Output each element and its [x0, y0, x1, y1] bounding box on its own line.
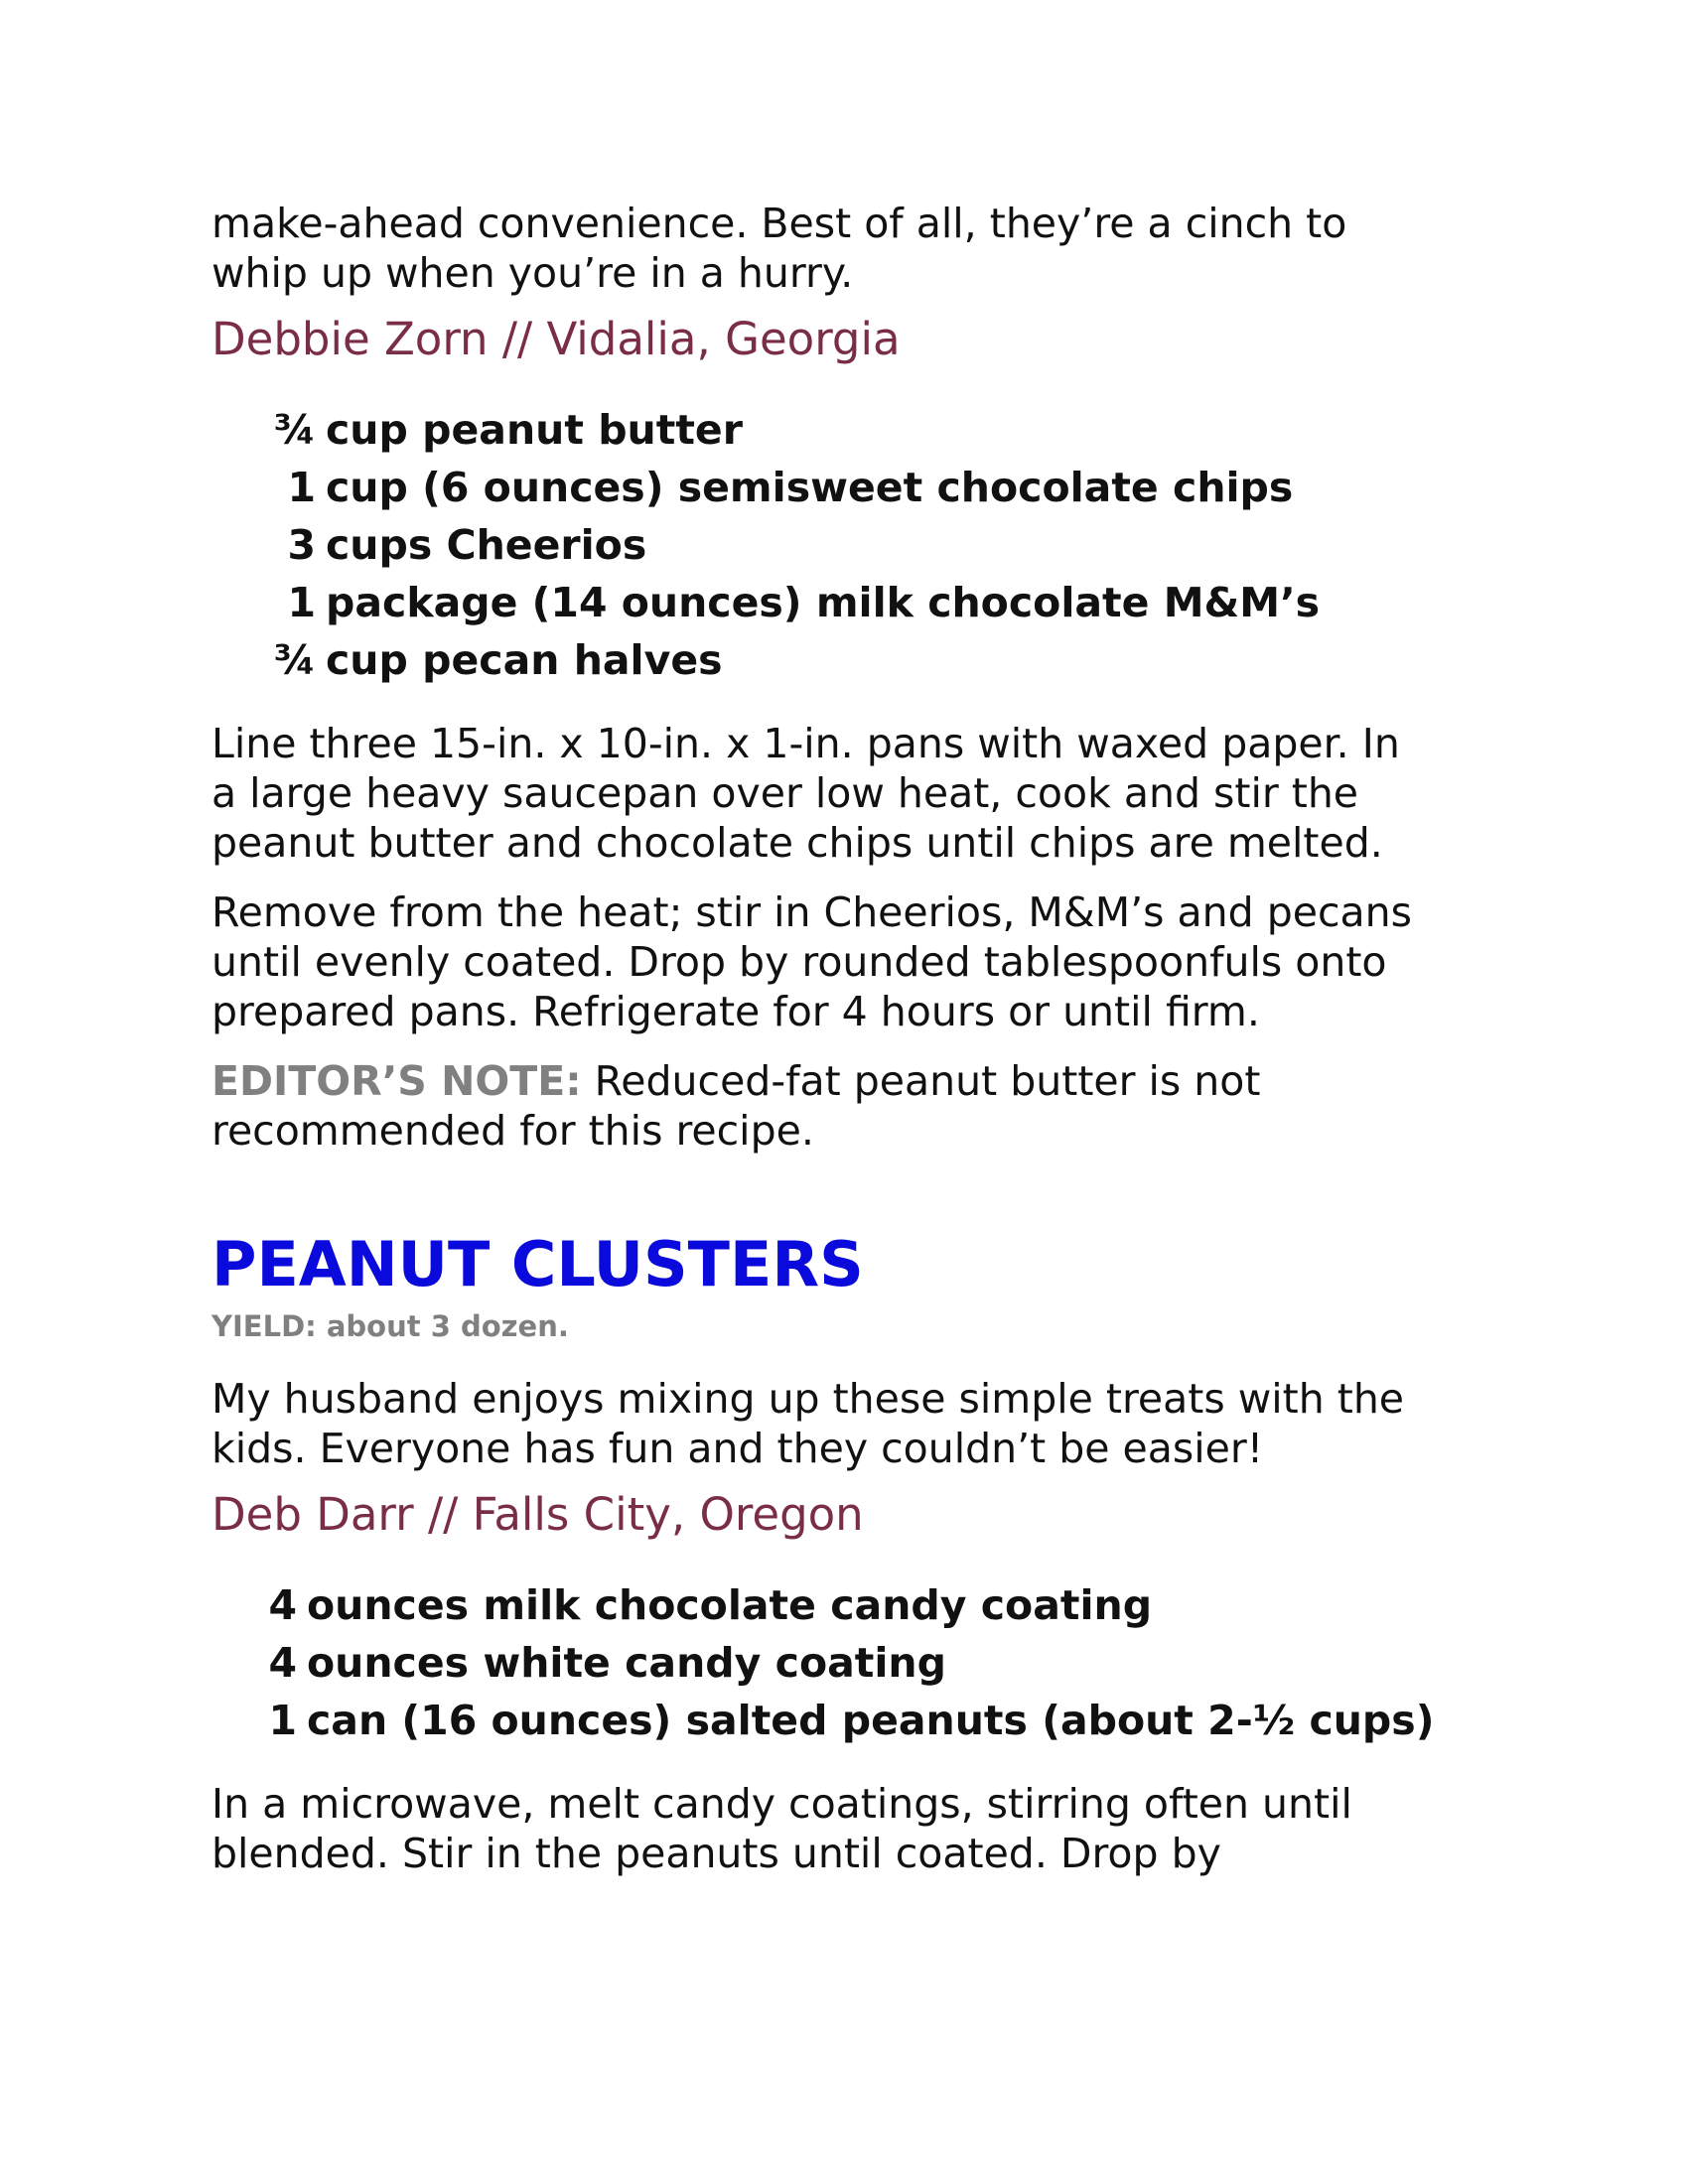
ingredient-item — [211, 574, 1502, 631]
ingredient-text: ounces white candy coating — [307, 1639, 946, 1687]
recipe2-directions — [211, 1779, 1502, 1878]
recipe2-ingredient-list — [211, 1576, 1502, 1749]
direction-line: Line three 15-in. x 10-in. x 1-in. pans with waxed paper. In — [211, 720, 1400, 767]
recipe2-byline: Deb Darr // Falls City, Oregon — [211, 1488, 864, 1541]
direction-line: blended. Stir in the peanuts until coated. Drop by — [211, 1830, 1221, 1877]
ingredient-text: cup pecan halves — [326, 636, 723, 684]
ingredient-text: package (14 ounces) milk chocolate M&M’s — [326, 579, 1321, 626]
ingredient-item — [211, 1692, 1502, 1749]
direction-line: a large heavy saucepan over low heat, cook and stir the — [211, 769, 1359, 817]
ingredient-text: cup (6 ounces) semisweet chocolate chips — [326, 464, 1294, 511]
recipe2-title: PEANUT CLUSTERS — [211, 1228, 864, 1300]
ingredient-qty: ¾ — [273, 636, 316, 684]
ingredient-qty: 1 — [268, 1697, 297, 1744]
recipe1-byline: Debbie Zorn // Vidalia, Georgia — [211, 313, 901, 365]
recipe1-directions-2 — [211, 887, 1502, 1036]
ingredient-item — [211, 1576, 1502, 1634]
editors-note-label: EDITOR’S NOTE: — [211, 1057, 582, 1105]
ingredient-item — [211, 516, 1502, 574]
ingredient-text: can (16 ounces) salted peanuts (about 2-½ cups) — [307, 1697, 1435, 1744]
ingredient-item — [211, 631, 1502, 689]
recipe1-directions-1 — [211, 719, 1502, 868]
editors-note-text: recommended for this recipe. — [211, 1107, 814, 1155]
recipe1-intro-line: make-ahead convenience. Best of all, they’re a cinch to — [211, 200, 1347, 247]
recipe2-yield: YIELD: about 3 dozen. — [211, 1309, 569, 1343]
recipe2-intro-line: My husband enjoys mixing up these simple treats with the — [211, 1375, 1405, 1423]
direction-line: Remove from the heat; stir in Cheerios, M&M’s and pecans — [211, 888, 1412, 936]
direction-line: In a microwave, melt candy coatings, stirring often until — [211, 1780, 1352, 1828]
ingredient-item — [211, 1634, 1502, 1692]
ingredient-qty: 4 — [268, 1581, 297, 1629]
direction-line: until evenly coated. Drop by rounded tablespoonfuls onto — [211, 938, 1387, 986]
recipe1-intro — [211, 199, 1502, 298]
direction-line: prepared pans. Refrigerate for 4 hours or until firm. — [211, 988, 1260, 1035]
ingredient-qty: ¾ — [273, 406, 316, 454]
ingredient-item — [211, 401, 1502, 459]
ingredient-qty: 4 — [268, 1639, 297, 1687]
document-page — [211, 199, 1502, 1878]
ingredient-text: cups Cheerios — [326, 521, 647, 569]
ingredient-qty: 1 — [287, 464, 316, 511]
ingredient-text: cup peanut butter — [326, 406, 743, 454]
recipe1-ingredient-list — [211, 401, 1502, 689]
ingredient-item — [211, 459, 1502, 516]
ingredient-qty: 1 — [287, 579, 316, 626]
direction-line: peanut butter and chocolate chips until chips are melted. — [211, 819, 1383, 867]
recipe2-intro — [211, 1374, 1502, 1473]
ingredient-qty: 3 — [287, 521, 316, 569]
ingredient-text: ounces milk chocolate candy coating — [307, 1581, 1153, 1629]
editors-note — [211, 1056, 1502, 1156]
editors-note-text: Reduced-fat peanut butter is not — [581, 1057, 1261, 1105]
recipe2-intro-line: kids. Everyone has fun and they couldn’t be easier! — [211, 1425, 1264, 1472]
recipe1-intro-line: whip up when you’re in a hurry. — [211, 249, 854, 297]
